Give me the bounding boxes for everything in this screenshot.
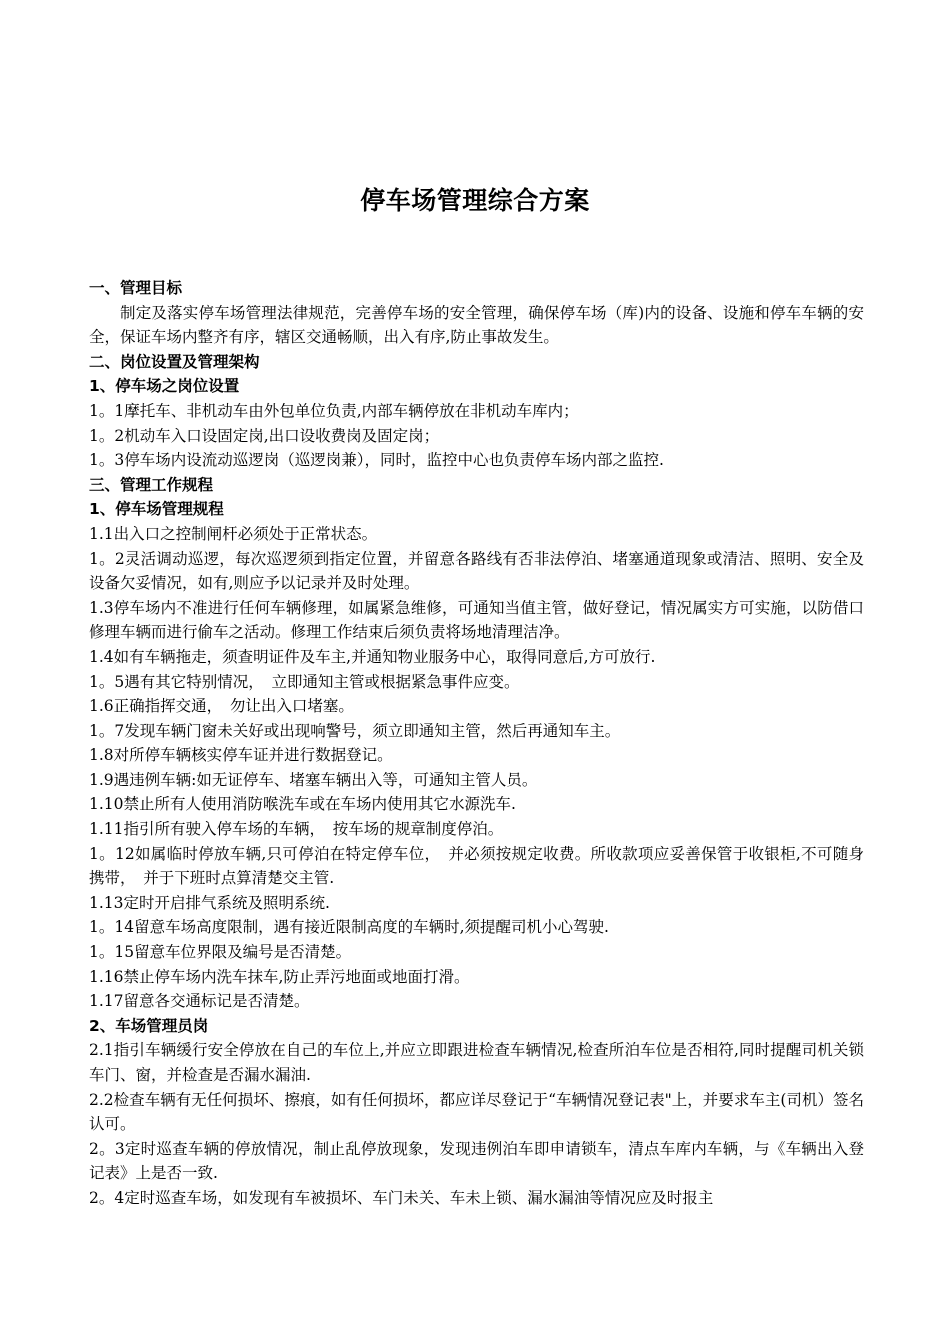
list-item: 1。1摩托车、非机动车由外包单位负责,内部车辆停放在非机动车库内； (89, 401, 579, 420)
list-item: 1。14留意车场高度限制，遇有接近限制高度的车辆时,须提醒司机小心驾驶. (89, 918, 609, 937)
list-item: 2。3定时巡查车辆的停放情况，制止乱停放现象，发现违例泊车即申请锁车，清点车库内车辆，与《车辆出入登记表》上是否一致. (89, 1139, 864, 1183)
list-item: 1。2机动车入口设固定岗,出口设收费岗及固定岗； (89, 426, 440, 445)
list-item: 1.10禁止所有人使用消防喉洗车或在车场内使用其它水源洗车. (89, 795, 516, 814)
list-item: 1。12如属临时停放车辆,只可停泊在特定停车位， 并必须按规定收费。所收款项应妥善保管于收银柜,不可随身携带， 并于下班时点算清楚交主管. (89, 844, 864, 888)
paragraph-goals: 制定及落实停车场管理法律规范，完善停车场的安全管理，确保停车场（库)内的设备、设施和停车车辆的安全，保证车场内整齐有序，辖区交通畅顺，出入有序,防止事故发生。 (89, 303, 864, 347)
list-item: 2.1指引车辆缓行安全停放在自己的车位上,并应立即跟进检查车辆情况,检查所泊车位是否相符,同时提醒司机关锁车门、窗，并检查是否漏水漏油. (89, 1041, 864, 1084)
list-item: 1.8对所停车辆核实停车证并进行数据登记。 (89, 746, 393, 765)
document-body (89, 276, 864, 1211)
list-item: 1。15留意车位界限及编号是否清楚。 (89, 943, 352, 962)
list-item: 1.11指引所有驶入停车场的车辆， 按车场的规章制度停泊。 (89, 820, 504, 839)
list-item: 1.1出入口之控制闸杆必须处于正常状态。 (89, 524, 378, 543)
list-item: 1。5遇有其它特别情况， 立即通知主管或根据紧急事件应变。 (89, 672, 520, 691)
list-item: 1。7发现车辆门窗未关好或出现响警号，须立即通知主管，然后再通知车主。 (89, 721, 621, 740)
subsection-heading-post-setup: 1、停车场之岗位设置 (89, 377, 240, 396)
list-item: 1。3停车场内设流动巡逻岗（巡逻岗兼），同时，监控中心也负责停车场内部之监控. (89, 451, 664, 470)
list-item: 2.2检查车辆有无任何损坏、擦痕，如有任何损坏，都应详尽登记于“车辆情况登记表"上，并要求车主(司机）签名认可。 (89, 1090, 864, 1134)
subsection-heading-attendant: 2、车场管理员岗 (89, 1016, 209, 1035)
section-heading-procedures: 三、管理工作规程 (89, 475, 214, 494)
list-item: 1.3停车场内不准进行任何车辆修理，如属紧急维修，可通知当值主管，做好登记，情况属实方可实施，以防借口修理车辆而进行偷车之活动。修理工作结束后须负责将场地清理洁净。 (89, 598, 864, 642)
list-item: 1.6正确指挥交通， 勿让出入口堵塞。 (89, 697, 354, 716)
list-item: 1.13定时开启排气系统及照明系统. (89, 893, 330, 912)
list-item: 1.4如有车辆拖走，须查明证件及车主,并通知物业服务中心，取得同意后,方可放行. (89, 647, 656, 666)
section-heading-goals: 一、管理目标 (89, 279, 183, 297)
subsection-heading-parking-rules: 1、停车场管理规程 (89, 500, 224, 519)
list-item: 2。4定时巡查车场，如发现有车被损坏、车门未关、车未上锁、漏水漏油等情况应及时报主 (89, 1188, 714, 1207)
page-title: 停车场管理综合方案 (360, 186, 590, 215)
list-item: 1。2灵活调动巡逻，每次巡逻须到指定位置，并留意各路线有否非法停泊、堵塞通道现象或清洁、照明、安全及设备欠妥情况，如有,则应予以记录并及时处理。 (89, 549, 864, 593)
list-item: 1.17留意各交通标记是否清楚。 (89, 992, 310, 1011)
section-heading-posts: 二、岗位设置及管理架构 (89, 352, 260, 371)
list-item: 1.16禁止停车场内洗车抹车,防止弄污地面或地面打滑。 (89, 967, 470, 986)
list-item: 1.9遇违例车辆:如无证停车、堵塞车辆出入等，可通知主管人员。 (89, 770, 538, 789)
